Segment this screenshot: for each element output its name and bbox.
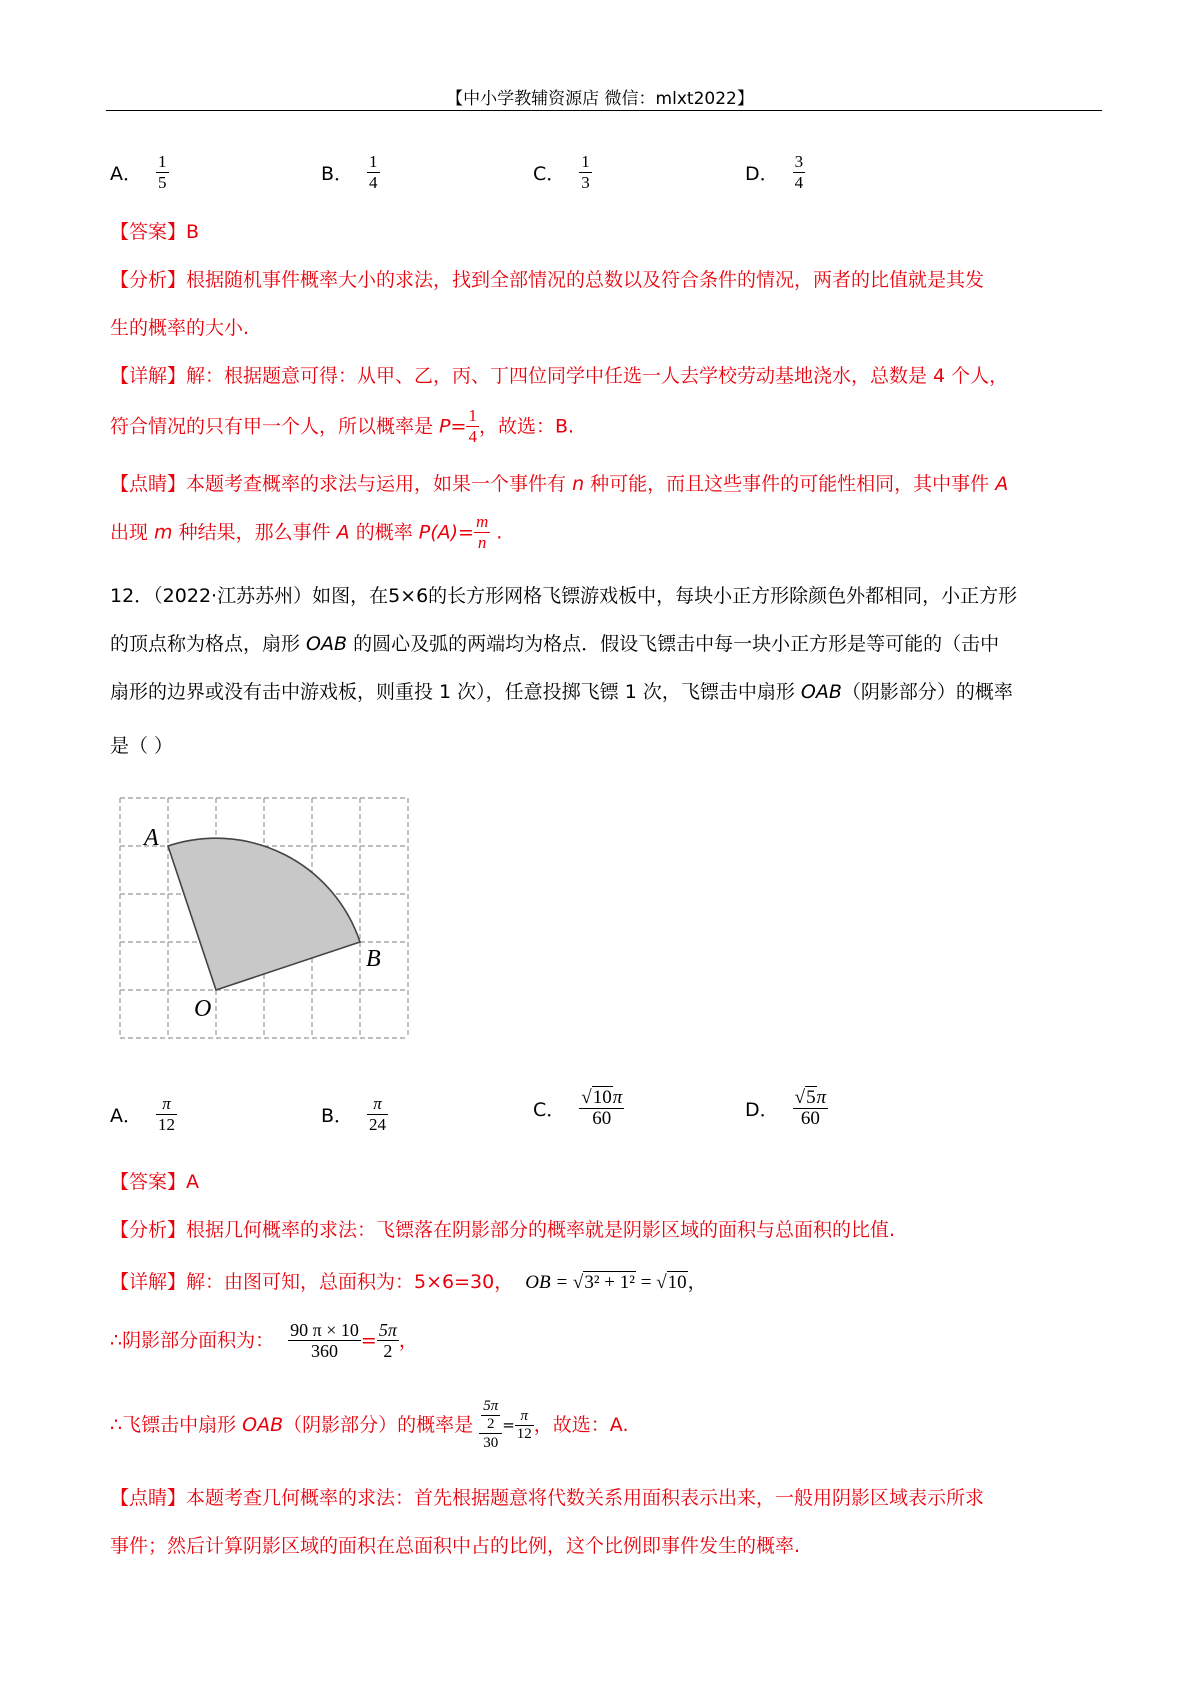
fraction-numerator: 90 π × 10 bbox=[290, 1320, 359, 1340]
option-numerator: π bbox=[162, 1094, 171, 1113]
inner-numerator: 5π bbox=[483, 1398, 499, 1414]
stem-text: 的顶点称为格点，扇形 bbox=[110, 633, 307, 655]
comment-text: 本题考查概率的求法与运用，如果一个事件有 bbox=[186, 473, 573, 495]
option-numerator: 1 bbox=[369, 152, 378, 171]
q12-stem-line-4: 是（ ） bbox=[110, 735, 174, 757]
analysis-text: 根据几何概率的求法：飞镖落在阴影部分的概率就是阴影区域的面积与总面积的比值. bbox=[186, 1219, 896, 1241]
fraction-denominator: 30 bbox=[479, 1433, 502, 1452]
variable-a: A bbox=[995, 473, 1009, 495]
q11-option-b bbox=[321, 152, 380, 193]
option-numerator: √5π bbox=[794, 1087, 827, 1108]
q12-detail-line-2 bbox=[110, 1320, 418, 1361]
option-numerator: 3 bbox=[794, 152, 804, 171]
option-label: A． bbox=[110, 163, 142, 185]
sector-name: OAB bbox=[242, 1414, 284, 1436]
fraction-numerator: m bbox=[475, 512, 489, 531]
variable-m: m bbox=[154, 521, 173, 544]
q12-detail-line-1 bbox=[110, 1270, 707, 1295]
option-denominator: 60 bbox=[793, 1108, 828, 1129]
q12-answer bbox=[110, 1170, 199, 1194]
sector-oab bbox=[168, 838, 360, 990]
option-label: D． bbox=[745, 1099, 779, 1121]
radicand: 3² + 1² bbox=[584, 1272, 635, 1293]
pi-symbol: π bbox=[612, 1087, 623, 1108]
comment-text: . bbox=[490, 521, 503, 544]
q11-detail-line-2 bbox=[110, 406, 574, 447]
point-o-label: O bbox=[194, 996, 212, 1022]
equals-sign: = bbox=[450, 415, 467, 438]
detail-text: （阴影部分）的概率是 bbox=[283, 1414, 474, 1436]
option-label: A． bbox=[110, 1105, 142, 1127]
option-label: B． bbox=[321, 1105, 354, 1127]
comment-tag: 【点睛】 bbox=[110, 473, 187, 495]
equals-sign: = bbox=[502, 1416, 515, 1434]
q12-stem-line-1: 12．（2022·江苏苏州）如图，在5×6的长方形网格飞镖游戏板中，每块小正方形除颜色外都相同，小正方形 bbox=[110, 585, 1018, 607]
analysis-tag: 【分析】 bbox=[110, 1219, 187, 1241]
comment-text: 的概率 bbox=[349, 521, 419, 544]
q12-stem-line-3 bbox=[110, 680, 1013, 704]
header-rule bbox=[106, 110, 1102, 111]
fraction-numerator: 5π bbox=[378, 1320, 397, 1340]
page-header: 【中小学教辅资源店 微信：mlxt2022】 bbox=[446, 89, 754, 109]
point-b-label: B bbox=[366, 946, 381, 972]
q12-option-d bbox=[745, 1088, 828, 1129]
q11-option-d bbox=[745, 152, 805, 193]
fraction-numerator bbox=[479, 1398, 502, 1433]
detail-tag: 【详解】 bbox=[110, 365, 187, 387]
probability-symbol: P bbox=[439, 415, 451, 438]
q11-detail-line-1 bbox=[110, 364, 1008, 388]
inner-denominator: 2 bbox=[481, 1415, 500, 1433]
variable-n: n bbox=[572, 473, 585, 495]
detail-text: ，故选：B. bbox=[478, 415, 575, 438]
q12-option-b bbox=[321, 1094, 388, 1135]
radicand: 10 bbox=[667, 1272, 687, 1293]
probability-expression: P(A) bbox=[418, 521, 459, 544]
radicand: 10 bbox=[592, 1087, 612, 1108]
option-denominator: 3 bbox=[581, 173, 590, 192]
stem-text: （阴影部分）的概率 bbox=[841, 681, 1013, 703]
compound-fraction bbox=[479, 1398, 502, 1452]
q11-comment-line-2 bbox=[110, 512, 502, 553]
fraction-denominator: 12 bbox=[516, 1425, 532, 1442]
fraction-denominator: 2 bbox=[377, 1340, 399, 1361]
q11-answer bbox=[110, 220, 199, 244]
fraction-numerator: 1 bbox=[468, 406, 477, 425]
fraction-denominator: 4 bbox=[468, 427, 477, 446]
equals-sign: = bbox=[360, 1329, 377, 1352]
comment-text: 本题考查几何概率的求法：首先根据题意将代数关系用面积表示出来，一般用阴影区域表示所求 bbox=[186, 1487, 985, 1509]
analysis-tag: 【分析】 bbox=[110, 269, 187, 291]
option-denominator: 24 bbox=[369, 1115, 387, 1134]
detail-text: ∴飞镖击中扇形 bbox=[110, 1414, 243, 1436]
comment-text: 出现 bbox=[110, 521, 155, 544]
sector-name: OAB bbox=[306, 633, 348, 655]
option-denominator: 60 bbox=[579, 1108, 624, 1129]
analysis-text: 根据随机事件概率大小的求法，找到全部情况的总数以及符合条件的情况，两者的比值就是其发 bbox=[186, 269, 985, 291]
ob-label: OB = bbox=[525, 1272, 573, 1293]
q12-option-c bbox=[533, 1088, 624, 1129]
radicand: 5 bbox=[806, 1087, 816, 1108]
comment-text: 种结果，那么事件 bbox=[172, 521, 337, 544]
option-denominator: 5 bbox=[158, 173, 167, 192]
detail-text: ， bbox=[687, 1272, 707, 1293]
q11-analysis-line-2: 生的概率的大小. bbox=[110, 317, 250, 339]
q12-stem-line-2 bbox=[110, 632, 999, 656]
detail-text: ， bbox=[398, 1329, 418, 1352]
q12-option-a bbox=[110, 1094, 177, 1135]
comment-tag: 【点睛】 bbox=[110, 1487, 187, 1509]
option-denominator: 4 bbox=[794, 173, 804, 192]
option-numerator: √10π bbox=[581, 1087, 623, 1108]
option-label: C． bbox=[533, 1099, 566, 1121]
q11-option-a bbox=[110, 152, 169, 193]
dartboard-grid-figure bbox=[110, 790, 420, 1040]
q12-comment-line-1 bbox=[110, 1486, 984, 1510]
option-denominator: 4 bbox=[369, 173, 378, 192]
option-label: C． bbox=[533, 163, 566, 185]
option-label: D． bbox=[745, 163, 779, 185]
option-numerator: 1 bbox=[581, 152, 590, 171]
detail-text: 解：由图可知，总面积为：5×6=30， bbox=[186, 1271, 514, 1293]
stem-text: 扇形的边界或没有击中游戏板，则重投 1 次），任意投掷飞镖 1 次，飞镖击中扇形 bbox=[110, 681, 801, 703]
comment-text: 种可能，而且这些事件的可能性相同，其中事件 bbox=[584, 473, 996, 495]
answer-value: B bbox=[186, 221, 200, 243]
fraction-denominator: n bbox=[474, 532, 490, 553]
q11-analysis-line-1 bbox=[110, 268, 984, 292]
fraction-denominator: 360 bbox=[288, 1340, 361, 1361]
q12-detail-line-3 bbox=[110, 1398, 629, 1452]
option-numerator: 1 bbox=[158, 152, 167, 171]
option-numerator: π bbox=[373, 1094, 382, 1113]
fraction-numerator: π bbox=[520, 1407, 529, 1424]
q12-comment-line-2: 事件；然后计算阴影区域的面积在总面积中占的比例，这个比例即事件发生的概率. bbox=[110, 1535, 801, 1557]
detail-text: ，故选：A. bbox=[533, 1414, 629, 1436]
detail-text: 解：根据题意可得：从甲、乙，丙、丁四位同学中任选一人去学校劳动基地浇水，总数是 4 个人， bbox=[186, 365, 1009, 387]
answer-tag: 【答案】 bbox=[110, 221, 187, 243]
answer-tag: 【答案】 bbox=[110, 1171, 187, 1193]
answer-value: A bbox=[186, 1171, 200, 1193]
q11-option-c bbox=[533, 152, 592, 193]
option-label: B． bbox=[321, 163, 354, 185]
option-denominator: 12 bbox=[158, 1115, 175, 1134]
variable-a: A bbox=[336, 521, 350, 544]
stem-text: 的圆心及弧的两端均为格点．假设飞镖击中每一块小正方形是等可能的（击中 bbox=[347, 633, 1000, 655]
sector-name: OAB bbox=[800, 681, 842, 703]
ob-formula: OB = √3² + 1² = √10， bbox=[525, 1272, 707, 1293]
detail-text: 符合情况的只有甲一个人，所以概率是 bbox=[110, 415, 440, 438]
pi-symbol: π bbox=[816, 1087, 827, 1108]
detail-text: ∴阴影部分面积为： bbox=[110, 1329, 275, 1352]
detail-tag: 【详解】 bbox=[110, 1271, 187, 1293]
q12-analysis bbox=[110, 1218, 895, 1242]
equals-sign: = bbox=[458, 521, 474, 544]
equals-sign: = bbox=[635, 1272, 657, 1293]
point-a-label: A bbox=[144, 825, 159, 851]
q11-comment-line-1 bbox=[110, 472, 1008, 496]
